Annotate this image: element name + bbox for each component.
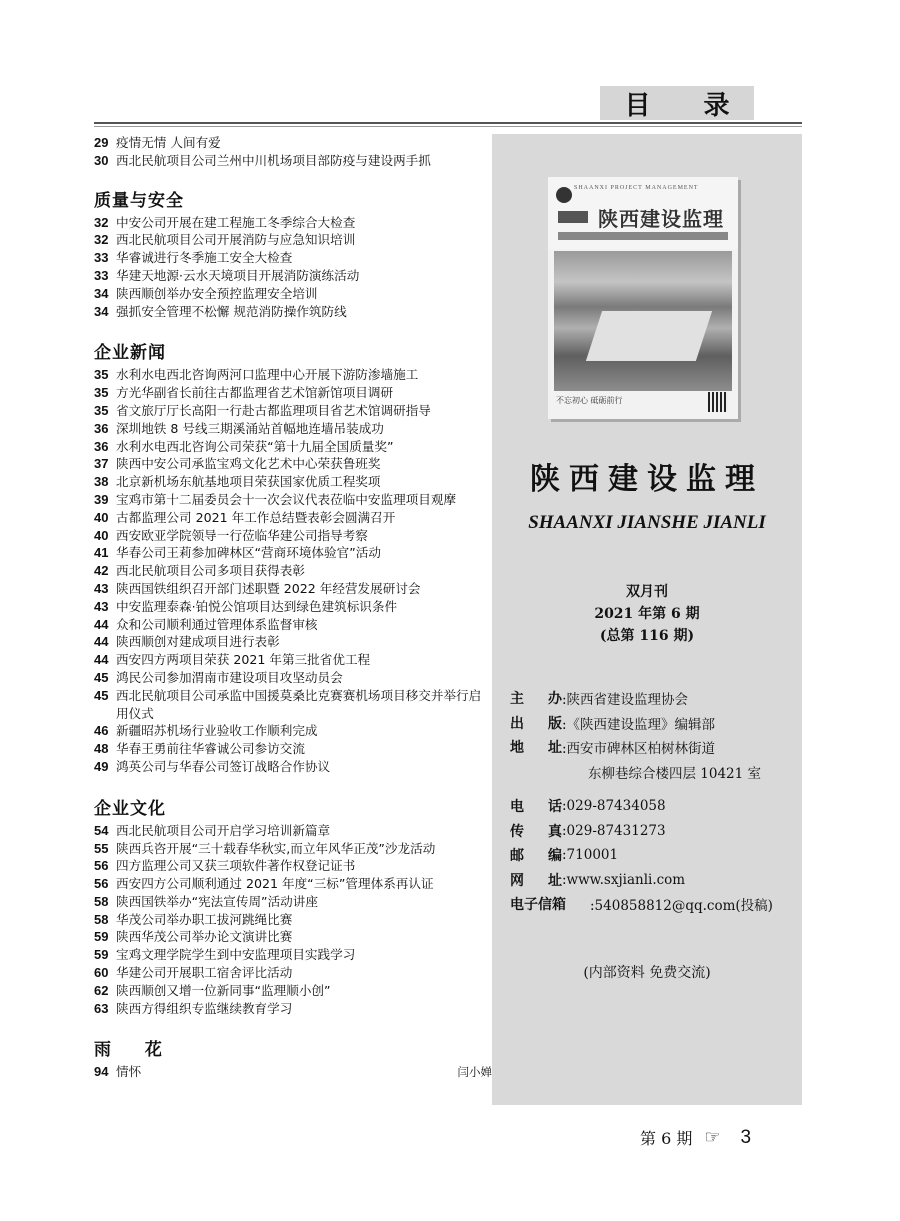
toc-entry-title: 陕西顺创举办安全预控监理安全培训 (116, 285, 318, 301)
toc-entry[interactable] (94, 633, 492, 651)
toc-entry-title: 宝鸡文理学院学生到中安监理项目实践学习 (116, 947, 356, 963)
toc-entry[interactable] (94, 366, 492, 384)
toc-entry-title: 疫情无情 人间有爱 (116, 135, 221, 150)
info-phone: 电 话 :029-87434058 (510, 798, 666, 816)
toc-section-heading: 质量与安全 (94, 190, 184, 211)
toc-entry[interactable] (94, 509, 492, 527)
toc-entry-title: 陕西兵咨开展“三十载春华秋实,而立年风华正茂”沙龙活动 (116, 840, 436, 856)
toc-page-number: 32 (94, 232, 109, 248)
toc-page-number: 49 (94, 758, 109, 774)
toc-page-number: 36 (94, 420, 109, 436)
toc-entry-title: 西安四方两项目荣获 2021 年第三批省优工程 (116, 652, 371, 668)
qr-code-icon (708, 392, 728, 412)
table-of-contents (94, 134, 492, 1082)
toc-page-number: 34 (94, 303, 109, 319)
toc-entry[interactable] (94, 946, 492, 964)
toc-entry-title: 陕西顺创对建成项目进行表彰 (116, 634, 280, 650)
toc-entry-title: 西北民航项目公司开启学习培训新篇章 (116, 822, 331, 838)
toc-entry[interactable] (94, 134, 492, 152)
info-email[interactable]: 电子信箱 :540858812@qq.com(投稿) (510, 897, 773, 915)
toc-page-number: 35 (94, 367, 109, 383)
toc-entry-title: 水利水电西北咨询公司荣获“第十九届全国质量奖” (116, 438, 394, 454)
toc-entry-title: 华睿诚进行冬季施工安全大检查 (116, 250, 293, 266)
toc-page-number: 32 (94, 214, 109, 230)
toc-entry-title: 陕西顺创又增一位新同事“监理顺小创” (116, 982, 331, 998)
toc-entry-title: 陕西国铁组织召开部门述职暨 2022 年经营发展研讨会 (116, 580, 421, 596)
toc-page-number: 44 (94, 634, 109, 650)
info-address-line2: 东柳巷综合楼四层 10421 室 (588, 765, 762, 782)
cover-badge (558, 211, 588, 223)
cover-english-title: SHAANXI PROJECT MANAGEMENT (574, 185, 699, 191)
toc-entry[interactable] (94, 982, 492, 1000)
toc-entry[interactable] (94, 740, 492, 758)
toc-page-number: 35 (94, 402, 109, 418)
toc-entry[interactable] (94, 152, 492, 170)
toc-page-number: 41 (94, 545, 109, 561)
toc-entry[interactable] (94, 214, 492, 232)
toc-entry[interactable] (94, 402, 492, 420)
cover-thumbnail[interactable] (548, 177, 738, 419)
toc-entry-title: 华建天地源·云水天境项目开展消防演练活动 (116, 267, 360, 283)
toc-entry-title: 西安四方公司顺利通过 2021 年度“三标”管理体系再认证 (116, 876, 434, 892)
toc-page-number: 59 (94, 947, 109, 963)
info-postcode: 邮 编 :710001 (510, 847, 619, 865)
toc-entry-title: 鸿英公司与华春公司签订战略合作协议 (116, 758, 331, 774)
toc-entry-title: 众和公司顺利通过管理体系监督审核 (116, 616, 318, 632)
toc-entry[interactable] (94, 527, 492, 545)
toc-section-heading: 雨 花 (94, 1040, 176, 1061)
toc-entry-title: 华春公司王莉参加碑林区“营商环境体验官”活动 (116, 545, 381, 561)
toc-entry-title: 古都监理公司 2021 年工作总结暨表彰会圆满召开 (116, 509, 396, 525)
header-divider (94, 122, 802, 124)
toc-entry[interactable] (94, 651, 492, 669)
toc-entry-author: 闫小婵 (457, 1065, 492, 1080)
toc-page-number: 56 (94, 876, 109, 892)
toc-entry[interactable] (94, 893, 492, 911)
toc-entry-title: 中安监理泰森·铂悦公馆项目达到绿色建筑标识条件 (116, 598, 398, 614)
page-number: 3 (740, 1126, 752, 1148)
toc-entry-title: 鸿民公司参加渭南市建设项目攻坚动员会 (116, 669, 343, 685)
toc-page-number: 44 (94, 616, 109, 632)
toc-entry-title: 华茂公司举办职工拔河跳绳比赛 (116, 911, 293, 927)
toc-entry-title: 四方监理公司又获三项软件著作权登记证书 (116, 858, 356, 874)
toc-page-number: 62 (94, 982, 109, 998)
pointing-hand-icon: ☞ (704, 1127, 721, 1148)
toc-page-number: 43 (94, 580, 109, 596)
toc-page-number: 35 (94, 385, 109, 401)
page-footer (640, 1126, 751, 1149)
toc-entry-title: 新疆昭苏机场行业验收工作顺利完成 (116, 723, 318, 739)
info-fax: 传 真 :029-87431273 (510, 822, 666, 840)
cover-building-shape (586, 311, 712, 361)
toc-entry[interactable] (94, 384, 492, 402)
toc-page-number: 48 (94, 741, 109, 757)
toc-entry-title: 陕西国铁举办“宪法宣传周”活动讲座 (116, 893, 318, 909)
toc-entry[interactable] (94, 616, 492, 634)
toc-entry[interactable] (94, 598, 492, 616)
toc-page-number: 37 (94, 456, 109, 472)
toc-page-number: 54 (94, 822, 109, 838)
toc-entry[interactable] (94, 928, 492, 946)
toc-entry[interactable] (94, 267, 492, 285)
toc-page-number: 59 (94, 929, 109, 945)
toc-entry[interactable] (94, 473, 492, 491)
toc-entry-title: 省文旅厅厅长高阳一行赴古都监理项目省艺术馆调研指导 (116, 402, 431, 418)
issue-frequency: 双月刊 (626, 584, 668, 600)
toc-entry-title: 强抓安全管理不松懈 规范消防操作筑防线 (116, 303, 347, 319)
toc-entry-title: 华建公司开展职工宿舍评比活动 (116, 965, 293, 981)
toc-entry-title: 情怀 (116, 1064, 142, 1080)
toc-entry-title: 华春王勇前往华睿诚公司参访交流 (116, 741, 305, 757)
toc-entry[interactable] (94, 420, 492, 438)
toc-page-number: 55 (94, 840, 109, 856)
toc-entry[interactable] (94, 438, 492, 456)
toc-page-number: 56 (94, 858, 109, 874)
toc-entry[interactable] (94, 491, 492, 509)
toc-page-number: 45 (94, 687, 109, 703)
toc-entry-title: 中安公司开展在建工程施工冬季综合大检查 (116, 214, 356, 230)
association-logo-icon (556, 187, 572, 203)
toc-entry[interactable] (94, 544, 492, 562)
toc-entry[interactable] (94, 285, 492, 303)
toc-entry[interactable] (94, 1000, 492, 1018)
toc-entry[interactable] (94, 722, 492, 740)
toc-section-heading: 企业新闻 (94, 343, 166, 364)
toc-page-number: 39 (94, 491, 109, 507)
toc-entry-title: 陕西华茂公司举办论文演讲比赛 (116, 929, 293, 945)
toc-entry-title: 深圳地铁 8 号线三期溪涌站首幅地连墙吊装成功 (116, 420, 384, 436)
toc-entry[interactable] (94, 231, 492, 249)
cover-photo (554, 251, 732, 391)
toc-page-number: 63 (94, 1000, 109, 1016)
toc-entry-title: 宝鸡市第十二届委员会十一次会议代表莅临中安监理项目观摩 (116, 491, 457, 507)
distribution-note: (内部资料 免费交流) (583, 965, 711, 981)
toc-entry[interactable] (94, 669, 492, 687)
toc-entry[interactable] (94, 1063, 492, 1082)
toc-page-number: 30 (94, 152, 109, 168)
footer-issue: 第 6 期 (640, 1129, 693, 1148)
toc-entry[interactable] (94, 303, 492, 321)
toc-page-number: 44 (94, 652, 109, 668)
page-title: 目 录 (624, 90, 752, 121)
toc-page-number: 40 (94, 527, 109, 543)
toc-page-number: 29 (94, 135, 109, 150)
info-address: 地 址 :西安市碑林区柏树林街道 (510, 740, 716, 758)
info-publisher: 出 版 :《陕西建设监理》编辑部 (510, 715, 716, 733)
publication-info (510, 686, 800, 917)
magazine-name-cn: 陕西建设监理 (530, 462, 764, 497)
toc-entry-title: 北京新机场东航基地项目荣获国家优质工程奖项 (116, 474, 381, 490)
info-host: 主 办 :陕西省建设监理协会 (510, 691, 689, 709)
cover-motto: 不忘初心 砥砺前行 (556, 396, 623, 405)
issue-info (492, 581, 802, 647)
toc-page-number: 38 (94, 474, 109, 490)
toc-entry[interactable] (94, 580, 492, 598)
toc-entry[interactable] (94, 840, 492, 858)
cover-subtitle-bar (558, 232, 728, 240)
toc-page-number: 43 (94, 598, 109, 614)
toc-entry[interactable] (94, 562, 492, 580)
issue-number: 2021 年第 6 期 (594, 606, 700, 622)
toc-entry-title: 方光华副省长前往古都监理省艺术馆新馆项目调研 (116, 385, 394, 401)
toc-entry-title: 西北民航项目公司多项目获得表彰 (116, 563, 305, 579)
toc-entry[interactable] (94, 249, 492, 267)
toc-entry[interactable] (94, 911, 492, 929)
toc-entry-title: 西北民航项目公司兰州中川机场项目部防疫与建设两手抓 (116, 152, 431, 168)
toc-page-number: 36 (94, 438, 109, 454)
toc-entry[interactable] (94, 455, 492, 473)
toc-page-number: 42 (94, 563, 109, 579)
issue-total: (总第 116 期) (599, 628, 695, 644)
toc-page-number: 33 (94, 250, 109, 266)
toc-entry-title: 水利水电西北咨询两河口监理中心开展下游防渗墙施工 (116, 367, 419, 383)
toc-page-number: 45 (94, 669, 109, 685)
toc-entry-title: 西北民航项目公司开展消防与应急知识培训 (116, 232, 356, 248)
toc-page-number: 33 (94, 267, 109, 283)
toc-entry[interactable] (94, 687, 492, 723)
info-website[interactable]: 网 址 :www.sxjianli.com (510, 871, 686, 889)
toc-page-number: 60 (94, 965, 109, 981)
toc-page-number: 34 (94, 285, 109, 301)
toc-entry-title: 陕西中安公司承监宝鸡文化艺术中心荣获鲁班奖 (116, 456, 381, 472)
toc-page-number: 46 (94, 723, 109, 739)
magazine-name-en: SHAANXI JIANSHE JIANLI (528, 512, 766, 533)
toc-entry[interactable] (94, 964, 492, 982)
toc-section-heading: 企业文化 (94, 798, 166, 819)
toc-entry-title: 西安欧亚学院领导一行莅临华建公司指导考察 (116, 527, 368, 543)
toc-page-number: 40 (94, 509, 109, 525)
toc-entry-title: 西北民航项目公司承监中国援莫桑比克赛赛机场项目移交并举行启用仪式 (116, 687, 482, 721)
toc-page-number: 94 (94, 1064, 109, 1080)
toc-entry[interactable] (94, 875, 492, 893)
header-divider-thin (94, 126, 802, 127)
toc-page-number: 58 (94, 893, 109, 909)
toc-page-number: 58 (94, 911, 109, 927)
toc-entry[interactable] (94, 758, 492, 776)
toc-entry-title: 陕西方得组织专监继续教育学习 (116, 1000, 293, 1016)
cover-title: 陕西建设监理 (598, 207, 724, 231)
toc-entry[interactable] (94, 857, 492, 875)
toc-entry[interactable] (94, 822, 492, 840)
